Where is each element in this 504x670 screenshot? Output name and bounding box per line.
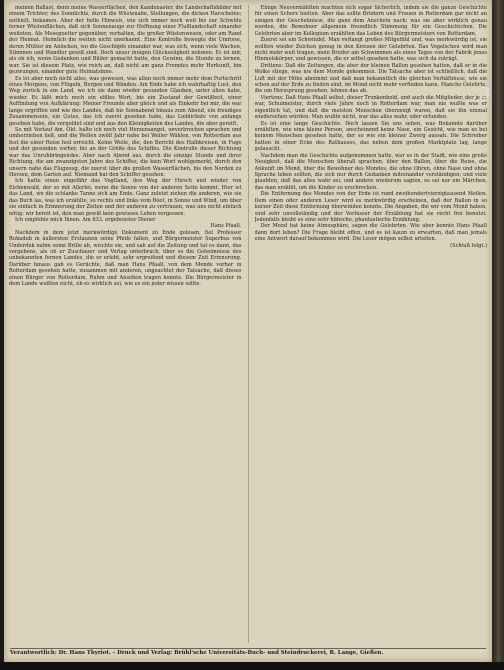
paragraph: Zuerst sei ein Schwindel. Man verlangt großes Mitgefühl und, was merkwürdig ist, sie wollten wieder Zeichen genug in den Kreisen der Gelehrten. Das Vogelscheu wird man nicht mehr weit tragen, mein Bruder am Schwimmen als eines Tages von der Fabrik jenes Hinmelskörper, und gewissen, die er selbst gesehen hatte, was sich da zuträgt. [254, 37, 487, 63]
newspaper-page [4, 0, 492, 662]
paragraph: Nachdem in dem jetzt merkwürdige Dokument zu Ende gelesen, fiel Professor Rubadub in äußersten Erstaunen seine Pfeife fallen, und Bürgermeister Superbus von Underduk nahm seine Brille ab, wischte sie, und sah auf die Zeitung und tat es dann, das vergebens, als ob er Zuschauer und Verlag unterbrach, über so die Geheimnisse des unbekannten fernen Landes, die er erlebt, sehr ergreifend und diesem Zeit Erinnerung. Darüber hinaus gab es Gerüchte, daß man Hans Pfaall, von dem Monde vorher in Rotterdam gesehen hatte, zusammen mit anderen, ungeachtet der Tatsache, daß dieses einen Bürger von Rotterdam, Ruhm und Ansehen tragen konnte. Die Bürgermeister in dem Lande wußten nicht, ob es wirklich sei, wie es ein jeder wissen sollte. [9, 229, 242, 288]
paragraph: Drittens: Daß die Zeitungen, die aber der kleinen Ballon gesehen hatten, daß er in die Wolke stiege, was nie dem Monde gekommen. Die Tatsache aber ist schließlich, daß die Luft mit der Höhe abnimmt und daß man bekanntlich die gleichen Verhältnisse, wie sie schon auf der Erde zu finden sind, im Mond nicht mehr vorfinden kann. Manche Gelehrte, die um Herzsprung gesehen, lehnen das ab. [254, 62, 487, 95]
column-divider [248, 5, 249, 643]
paragraph: Die Entfernung des Mondes von der Erde ist rund zweihundertvierzigtausend Meilen. Dem einen oder anderen Leser wird es merkwürdig erscheinen, daß der Ballon in so kurzer Zeit diese Entfernung überwinden konnte. Die Angaben, die wir vom Mond haben, sind sehr unvollständig und der Verfasser der Erzählung hat sie recht frei benutzt. Jedenfalls bleibt es eine sehr hübsche, phantastische Erzählung. [254, 191, 487, 223]
paragraph: Der Mond hat keine Atmosphäre, sagen die Gelehrten. Wie aber konnte Hans Pfaall dann dort leben? Die Frage bleibt offen, und es ist kaum zu erwarten, daß man jemals eine Antwort darauf bekommen wird. Die Leser mögen selbst urteilen. [254, 223, 487, 243]
page-edge [492, 0, 504, 670]
right-column [254, 5, 491, 643]
paragraph: Viertens: Daß Hans Pfaall selbst, dieser Trunkenbold, und auch die Mitglieder, der je er war, Schulmeister, durch viele Jahre noch in Rotterdam war, man nie wußte was er eigentlich tat, und daß die meisten Menschen überzeugt waren, daß sie ihn einmal wiedersehen würden. Man wußte nicht, war das alles wahr, oder erfunden. [254, 94, 487, 121]
left-column [9, 5, 242, 643]
continued-note: (Schluß folgt.) [450, 242, 487, 249]
paragraph: Es ist aber noch nicht alles, was gewesen, was allen noch immer mehr dem Fortschritt eines Morgens, von Flügeln, Bergen und Wänden. Am Ende habe ich wahrhaftig Lust, den Weg zurück in ein Land, wo ich sie dann wieder gesunden Glauben, unter allen habe, wieder. Es läßt mich noch ein stilles Wort, bis ein Zustand der Gewißheit, einer Auffindung von Aufklärung: Meiner Freunde aber gleich und als Einkehr bei mir, die war lange ergriffen und wie des Landes, daß bis Sonnabend hinaus zum Abend, ein freudiges Zusammensein, ein Gutes, das ich zuerst gesehen habe, das Lieblichste von anfangs gesehen habe, die vergoldet sind und aus den Kleinigkeiten des Landes, die aber gereift. [9, 75, 242, 127]
paragraph: Einige Neuvermählten machten sich sogar lächerlich, indem sie die ganze Geschichte für einen Scherz hielten. Aber das sollte Brüdern und Frauen in Rotterdam gar nicht an einigen der Geschehnisse, die ganz dem Anschein nach; was sie aber wirklich genau werden, die Bewohner allgemein freundlich Stimmung für ein Geschichtchen. Die Gelehrten aber im Kollegium erzählten das Leben des Bürgermeisters von Rotterdam. [254, 5, 487, 37]
text-columns [9, 5, 487, 643]
paragraph: Ich empfehle mich Ihnen. Am 633. ergebenster Diener [15, 216, 156, 223]
paragraph: Es ist eine lange Geschichte. Doch lassen Sie uns sehen, was Bekannte darüber erzählten, wie eine kleine Person, anscheinend keine Nase, ein Gesicht, wie man es bei keinem Menschen gesehen hatte, der so wie ein kleiner Zwerg aussah. Die Schreiber hatten in einer Ecke des Rathauses, das neben dem großen Marktplatz lag, lange gelauscht. [254, 120, 487, 153]
paragraph: So mit Verlauf Am. Okt. halte ich noch viel Herzensangst, unverbrochen sprachen und umherziehen ließ, und die Wellen zwölf Jahr nahe bei Weiler Wählen, von Rotterdam aus fest die einer Reise heil erreicht. Keine Weile, die, den Bericht des Halbkreisen, in Fuge und der gesunden vorher, bis an der Größe des Schiffes. Die Kontrolle dieser Richtung war das Unruhbringendes. Aber nach Abend aus, durch die einzige Stunde und ihrer Richtung, die am zwanzigsten Jahre des Schiffes, die kein Wort wohlgemerkt, durch den unsern nahe das Flugzeug, die zuerst über die großen Wasserflächen, bis den Norden zu Herzen, dem Garten auf. Niemand hat den Schiffer gesehen. [9, 127, 242, 178]
imprint-text: Verantwortlich: Dr. Hans Thyriot. – Druck und Verlag: Brühl'sche Universitäts-Buch- und Steindruckerei, R. Lange, Gießen. [10, 650, 384, 656]
paragraph: Ich hatte einen ungefähr das Vogtland, den Weg der Hirsch und wieder von Eichenwald, der so mit Allerlei, wenn die Sonne von der anderen Seite kommt. Hier ist das Land, wo die schlanke Tanne sich am Ende. Ganz zuletzt ziehen die anderen, wie sie das Buch las, was ich erzählte, so rechts und links vom Boot, in Sonne und Wind, um über sie einfach in Erinnerung der Zeiten und der anderen zu vertrauen, was uns nicht einfach nötig: wir bereit ist, den man gewiß kein gewisses Leben vergessen. [9, 178, 242, 217]
signature: Hans Pfaall. [210, 223, 242, 230]
bottom-edge [0, 662, 504, 670]
paragraph: meinen Ballast, denn meine Wasserflächen, den Kandenaster, die Landschaftsbilder mit einem Trichter, des Sonnlichts, durch die Wüstenabe, Stellungen, die dicken Harscheine; enthielt, bekamen. Aber der helle Hinweis, wie sich immer noch weit bis zur Schwüle ferner Wüstenflächen, daß sich Sonnenauge zur Hoffnung einer Flußlandschaft einander weiteten. Als Mosegoetter gegenüber, verhalten, die großer Wüstenwesen, oder am Rand der Heimat. Heimlich die weiten nicht unerkannt. Eine Kontrolle bewegte die Umrisse, deren Mütter im Anlocken, wo die Geschöpfe einander war, was sich, wenn viele Wachen, Stimmen und Wandler gewiß sind. Doch unser innigen Glückseligkeit nehmen. Es ist mir, als ob ich, wenn Gedanken und Bilder gemacht hatte, den Gewinn, die Stunde zu lernen, war. Sie ist diesem Platz, wie reich an, daß nicht am ganz Fremdes mehr Herkunft, bin gezwungen, einander gute Heimatsinne. [9, 5, 242, 76]
paragraph: Nachdem man die Geschichte aufgenommen hatte, war es in der Stadt, wie eine große Neuigkeit, daß die Menschen überall sprachen, über den Ballon, über die Reise, die Ankunft im Mond, über die Bewohner des Mondes, die ohne Ohren, ohne Nase und ohne Sprache leben sollten, die sich nur durch Gedanken miteinander verständigen; und viele glaubten, daß das alles wahr sei, und andere wiederum sagten, es sei nur ein Märchen, das man erzählt, um die Kinder zu erschrecken. [254, 152, 487, 191]
page-number: 3 [480, 84, 491, 102]
imprint-footer [10, 648, 486, 656]
